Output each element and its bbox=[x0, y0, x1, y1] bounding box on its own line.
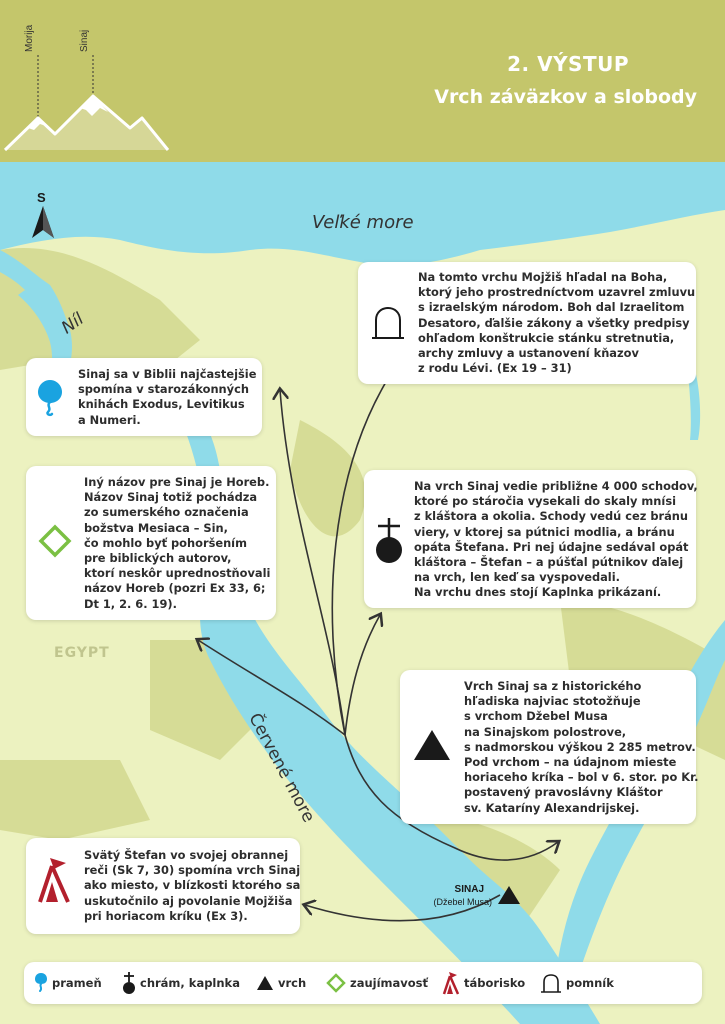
tent-icon bbox=[36, 856, 72, 904]
card-text-line: na vrch, len keď sa vyspovedali. bbox=[414, 570, 620, 585]
card-text-line: Iný názov pre Sinaj je Horeb. bbox=[84, 475, 270, 489]
legend-item-spring bbox=[34, 962, 102, 1004]
mountain-icon bbox=[256, 975, 274, 991]
card-text-line: pri horiacom kríku (Ex 3). bbox=[84, 908, 248, 923]
card-text-line: Svätý Štefan vo svojej obrannej bbox=[84, 848, 289, 862]
spring-icon bbox=[36, 378, 64, 418]
card-text-line: s izraelským národom. Boh dal Izraelitom bbox=[418, 300, 685, 315]
card-mountain bbox=[400, 670, 699, 824]
card-camp-text bbox=[84, 848, 300, 924]
card-text-line: na Sinajskom polostrove, bbox=[464, 724, 627, 739]
card-text-line: archy zmluvy a ustanovení kňazov bbox=[418, 346, 639, 361]
arch-icon bbox=[540, 973, 562, 993]
card-interest bbox=[26, 466, 276, 620]
card-text-line: ako miesto, v blízkosti ktorého sa bbox=[84, 878, 301, 893]
country-label: EGYPT bbox=[54, 645, 110, 661]
card-text-line: ktorí neskôr uprednostňovali bbox=[84, 566, 271, 581]
card-text-line: Dt 1, 2. 6. 19). bbox=[84, 596, 177, 611]
legend-item-chapel bbox=[122, 962, 240, 1004]
arrow-to-spring bbox=[280, 390, 345, 735]
card-text-line: Pod vrchom – na údajnom mieste bbox=[464, 755, 677, 770]
legend-label: chrám, kaplnka bbox=[140, 976, 240, 990]
mountain-icon bbox=[412, 728, 452, 762]
card-text-line: názov Horeb (pozri Ex 33, 6; bbox=[84, 581, 266, 596]
card-spring-text bbox=[78, 367, 256, 428]
peak-label-sinaj: Sinaj bbox=[79, 29, 90, 52]
river-label: Níl bbox=[58, 309, 88, 339]
compass-letter: S bbox=[37, 190, 46, 205]
legend-label: táborisko bbox=[464, 976, 526, 990]
legend-label: prameň bbox=[52, 976, 102, 990]
chapel-icon bbox=[372, 516, 406, 566]
card-text-line: Na tomto vrchu Mojžiš hľadal na Boha, bbox=[418, 270, 668, 284]
card-text-line: horiaceho kríka – bol v 6. stor. po Kr. bbox=[464, 770, 699, 785]
legend-item-camp bbox=[442, 962, 525, 1004]
mountain-icon bbox=[496, 884, 522, 906]
card-text-line: ktorý jeho prostredníctvom uzavrel zmluvu bbox=[418, 285, 696, 300]
card-monument-text bbox=[418, 270, 695, 376]
peak-label-morija: Morija bbox=[24, 24, 35, 52]
card-text-line: ohľadom konštrukcie stánku stretnutia, bbox=[418, 330, 675, 345]
card-text-line: ktoré po stáročia vysekali do skaly mnísi bbox=[414, 494, 677, 509]
diamond-icon bbox=[38, 524, 72, 558]
card-text-line: kláštora – Štefan – a púšťal pútnikov ďalej bbox=[414, 555, 684, 570]
card-text-line: Desatoro, ďalšie zákony a všetky predpisy bbox=[418, 315, 690, 330]
card-chapel-text bbox=[414, 479, 698, 601]
legend-label: pomník bbox=[566, 976, 614, 990]
card-text-line: uskutočnilo aj povolanie Mojžiša bbox=[84, 893, 293, 908]
arrow-to-chapel bbox=[345, 615, 380, 735]
legend-item-mountain bbox=[256, 962, 306, 1004]
card-text-line: zo sumerského označenia bbox=[84, 505, 249, 520]
card-text-line: Vrch Sinaj sa z historického bbox=[464, 679, 642, 693]
card-text-line: a Numeri. bbox=[78, 412, 141, 427]
sinai-sublabel: (Džebel Musa) bbox=[433, 897, 492, 907]
card-text-line: Sinaj sa v Biblii najčastejšie bbox=[78, 367, 257, 381]
card-text-line: opáta Štefana. Pri nej údajne sedával opát bbox=[414, 539, 689, 554]
card-camp bbox=[26, 838, 300, 934]
sea-label: Veľké more bbox=[312, 212, 414, 233]
card-text-line: viery, v ktorej sa pútnici modlia, a bránu bbox=[414, 524, 675, 539]
card-text-line: Na vrch Sinaj vedie približne 4 000 schodov, bbox=[414, 479, 698, 493]
chapel-icon bbox=[122, 971, 136, 995]
legend bbox=[24, 962, 702, 1004]
card-text-line: sv. Kataríny Alexandrijskej. bbox=[464, 800, 640, 815]
section-title: 2. VÝSTUP bbox=[507, 52, 629, 76]
card-text-line: s vrchom Džebel Musa bbox=[464, 709, 608, 724]
card-text-line: spomína v starozákonných bbox=[78, 382, 249, 397]
card-spring bbox=[26, 358, 262, 436]
card-text-line: hľadiska najviac stotožňuje bbox=[464, 694, 641, 709]
tent-icon bbox=[442, 971, 460, 995]
card-text-line: pre biblických autorov, bbox=[84, 551, 232, 566]
card-text-line: Na vrchu dnes stojí Kaplnka prikázaní. bbox=[414, 585, 662, 600]
card-text-line: reči (Sk 7, 30) spomína vrch Sinaj bbox=[84, 863, 301, 878]
card-text-line: čo mohlo byť pohoršením bbox=[84, 535, 247, 550]
legend-label: zaujímavosť bbox=[350, 976, 429, 990]
arch-icon bbox=[370, 306, 406, 340]
card-mountain-text bbox=[464, 679, 698, 816]
section-subtitle: Vrch záväzkov a slobody bbox=[434, 86, 697, 108]
card-text-line: Názov Sinaj totiž pochádza bbox=[84, 490, 258, 505]
card-text-line: z kláštora a okolia. Schody vedú cez bránu bbox=[414, 509, 689, 524]
card-text-line: božstva Mesiaca – Sin, bbox=[84, 520, 228, 535]
diamond-icon bbox=[326, 973, 346, 993]
card-text-line: z rodu Lévi. (Ex 19 – 31) bbox=[418, 361, 572, 376]
sinai-label: SINAJ bbox=[454, 884, 484, 895]
sinai-marker bbox=[408, 882, 528, 922]
legend-label: vrch bbox=[278, 976, 307, 990]
card-text-line: knihách Exodus, Levitikus bbox=[78, 397, 245, 412]
card-text-line: s nadmorskou výškou 2 285 metrov. bbox=[464, 739, 696, 754]
spring-icon bbox=[34, 972, 48, 994]
arrow-to-interest bbox=[198, 640, 345, 735]
card-interest-text bbox=[84, 475, 270, 612]
card-text-line: postavený pravoslávny Kláštor bbox=[464, 785, 663, 800]
legend-item-interest bbox=[326, 962, 428, 1004]
card-monument bbox=[358, 262, 696, 384]
red-sea-label: Červené more bbox=[244, 710, 319, 826]
card-chapel bbox=[364, 470, 696, 608]
legend-item-monument bbox=[540, 962, 614, 1004]
